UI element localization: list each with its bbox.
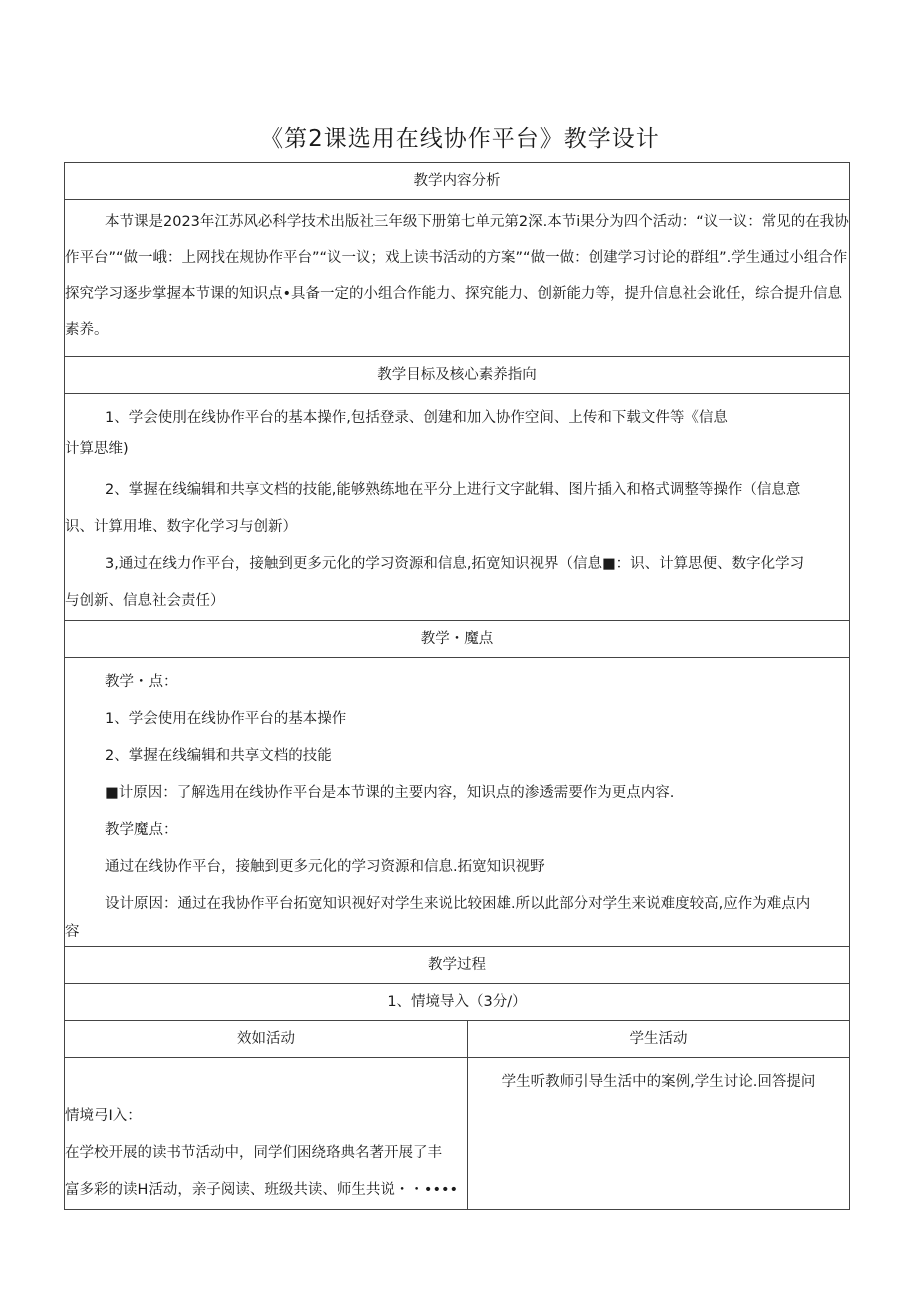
teacher-activity-line-2: 富多彩的读H活动，亲子阅读、班级共读、师生共说・・•••• [65,1182,459,1198]
focus-item-1: 1、学会使用在线协作平台的基本操作 [105,711,347,727]
key-points-header-row [65,621,850,658]
objective-2-line-2: 识、计算用堆、数字化学习与创新） [65,519,297,535]
objective-1-line-2: 计算思维) [65,441,129,457]
difficulty-item-1: 通过在线协作平台，接触到更多元化的学习资源和信息.拓宽知识视野 [105,859,545,875]
key-points-header: 教学・魔点 [65,621,850,658]
lesson-plan-table [64,162,850,1210]
teacher-activity-header: 效如活动 [65,1021,468,1058]
focus-item-2: 2、掌握在线编辑和共享文档的技能 [105,748,332,764]
focus-reason: ■计原因：了解选用在线协作平台是本节课的主要内容，知识点的渗透需要作为更点内容. [105,785,675,801]
process-header: 教学过程 [65,947,850,984]
difficulty-reason-line-2: 容 [65,924,80,937]
teacher-activity-line-1: 在学校开展的读书节活动中，同学们困绕珞典名著开展了丰 [65,1145,442,1161]
student-activity-text: 学生听教师引导生活中的案例,学生讨论.回答提问 [501,1074,816,1090]
difficulty-reason-line-1: 设计原因：通过在我协作平台拓宽知识视好对学生来说比较困雄.所以此部分对学生来说难度较高,应作为难点内 [105,896,811,912]
stage-1-row [65,984,850,1021]
key-points-body-row [65,658,850,947]
content-analysis-paragraph: 本节课是2023年江苏风必科学技术出版社三年级下册第七单元第2深.本节i果分为四个活动：“议一议：常见的在我协作平台”“做一峨：上网找在规协作平台”“议一议；戏上读书活动的方案”“做一做：创建学习讨论的群组”.学生通过小组合作探究学习逐步掌握本节课的知识点•具备一定的小组合作能力、探究能力、创新能力等，提升信息社会讹任，综合提升信息素养。 [65,214,849,338]
objectives-header-row [65,357,850,394]
activity-columns-header-row [65,1021,850,1058]
content-analysis-body-row [65,200,850,357]
stage-1-title: 1、情境导入（3分/） [65,984,850,1021]
activity-content-row [65,1058,850,1210]
page-title: 《第2课选用在线协作平台》教学设计 [260,126,660,152]
objectives-body-row [65,394,850,621]
content-analysis-header-row [65,163,850,200]
content-analysis-header: 教学内容分析 [65,163,850,200]
student-activity-header: 学生活动 [468,1021,850,1058]
objective-3-line-1: 3,通过在线力作平台，接触到更多元化的学习资源和信息,拓宽知识视界（信息■：识、计算思便、数字化学习 [105,556,805,572]
difficulty-label: 教学魔点： [105,822,178,838]
objective-2-line-1: 2、掌握在线编辑和共享文档的技能,能够熟练地在平分上进行文字龀辑、图片插入和格式调整等操作（信息意 [105,482,801,498]
focus-label: 教学・点： [105,674,178,690]
process-header-row [65,947,850,984]
objective-3-line-2: 与创新、信息社会责任） [65,593,225,609]
objective-1-line-1: 1、学会使刖在线协作平台的基本操作,包括登录、创建和加入协作空间、上传和下载文件等《信息 [105,410,728,426]
objectives-header: 教学目标及核心素养指向 [65,357,850,394]
teacher-activity-label: 情境弓I入： [65,1108,142,1124]
